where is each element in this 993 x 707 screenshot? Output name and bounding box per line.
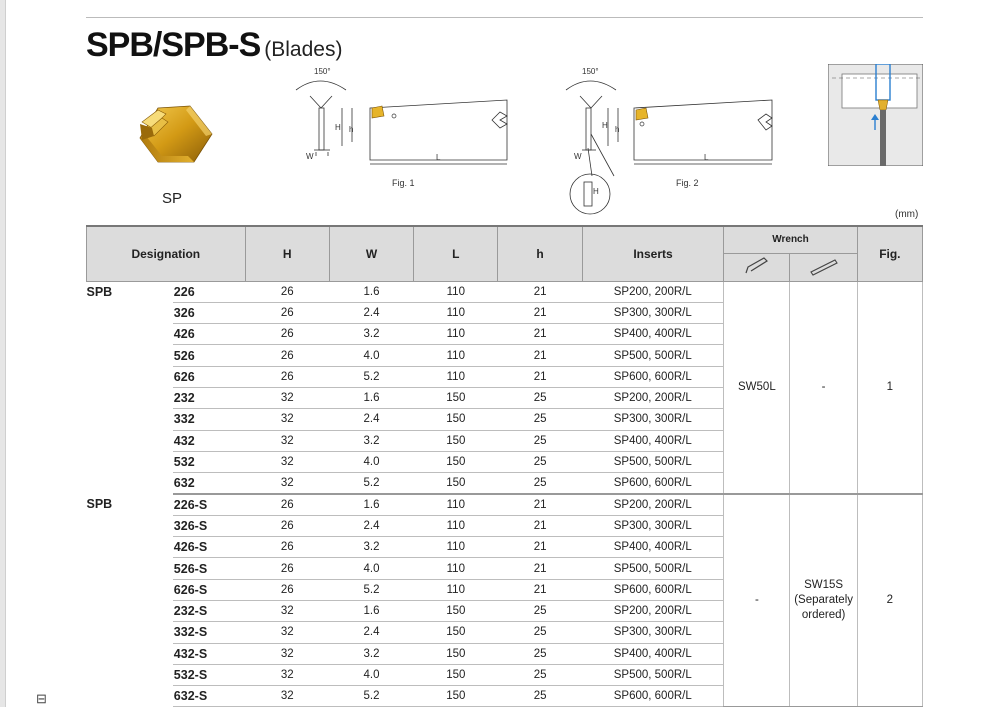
cell-inserts: SP600, 600R/L: [582, 473, 724, 494]
cell-H: 32: [245, 664, 329, 685]
window-left-edge: [0, 0, 6, 707]
wrench-usage-image: [828, 64, 923, 166]
cell-H: 32: [245, 473, 329, 494]
cell-W: 1.6: [329, 600, 413, 621]
straight-key-icon: [807, 255, 841, 277]
fig2-dim-W: W: [574, 152, 582, 161]
cell-inserts: SP500, 500R/L: [582, 345, 724, 366]
fig1-caption: Fig. 1: [392, 178, 415, 188]
group2-wrench-b-text: SW15S (Separately ordered): [794, 578, 853, 621]
cell-inserts: SP300, 300R/L: [582, 515, 724, 536]
cell-W: 2.4: [329, 409, 413, 430]
table-row-code: 626: [173, 366, 245, 387]
cell-L: 110: [414, 345, 498, 366]
cell-inserts: SP300, 300R/L: [582, 409, 724, 430]
cell-W: 2.4: [329, 622, 413, 643]
cell-h: 21: [498, 324, 582, 345]
cell-W: 1.6: [329, 281, 413, 302]
cell-h: 21: [498, 537, 582, 558]
cell-L: 110: [414, 515, 498, 536]
cell-L: 110: [414, 281, 498, 302]
cell-inserts: SP600, 600R/L: [582, 366, 724, 387]
group2-wrench-a: -: [724, 494, 790, 707]
cell-h: 21: [498, 302, 582, 323]
cell-inserts: SP200, 200R/L: [582, 387, 724, 408]
cell-L: 110: [414, 537, 498, 558]
cell-inserts: SP200, 200R/L: [582, 281, 724, 302]
cell-h: 21: [498, 366, 582, 387]
unit-note: (mm): [895, 209, 919, 220]
cell-H: 26: [245, 324, 329, 345]
cell-L: 150: [414, 409, 498, 430]
wrench-l-header: [724, 253, 790, 281]
cell-H: 26: [245, 302, 329, 323]
cell-W: 3.2: [329, 643, 413, 664]
cell-L: 150: [414, 600, 498, 621]
cell-inserts: SP400, 400R/L: [582, 643, 724, 664]
cell-inserts: SP300, 300R/L: [582, 622, 724, 643]
cell-H: 32: [245, 451, 329, 472]
cell-H: 26: [245, 366, 329, 387]
header-designation: Designation: [87, 226, 246, 281]
fig1-dim-H: H: [335, 123, 341, 132]
insert-image: [128, 100, 218, 172]
group1-fig: 1: [857, 281, 922, 494]
fig2-dim-L: L: [704, 153, 709, 162]
fig2-dim-H: H: [602, 121, 608, 130]
cell-h: 21: [498, 345, 582, 366]
cell-inserts: SP500, 500R/L: [582, 558, 724, 579]
page-title: [86, 26, 342, 65]
table-row-code: 626-S: [173, 579, 245, 600]
cell-h: 25: [498, 600, 582, 621]
cell-L: 150: [414, 643, 498, 664]
header-inserts: Inserts: [582, 226, 724, 281]
cell-L: 150: [414, 622, 498, 643]
cell-W: 2.4: [329, 302, 413, 323]
cell-L: 110: [414, 558, 498, 579]
corner-glyph: ⊟: [36, 691, 47, 706]
cell-inserts: SP400, 400R/L: [582, 537, 724, 558]
fig2-caption: Fig. 2: [676, 178, 699, 188]
cell-inserts: SP500, 500R/L: [582, 451, 724, 472]
fig2-dim-h: h: [615, 125, 620, 134]
cell-L: 150: [414, 451, 498, 472]
cell-W: 3.2: [329, 324, 413, 345]
fig1-angle: 150°: [314, 67, 331, 76]
cell-inserts: SP300, 300R/L: [582, 302, 724, 323]
cell-W: 5.2: [329, 686, 413, 707]
group1-wrench-a: SW50L: [724, 281, 790, 494]
header-H: H: [245, 226, 329, 281]
cell-W: 5.2: [329, 579, 413, 600]
table-row-code: 432-S: [173, 643, 245, 664]
cell-W: 3.2: [329, 430, 413, 451]
cell-W: 5.2: [329, 473, 413, 494]
table-row-code: 632: [173, 473, 245, 494]
title-main: SPB/SPB-S: [86, 26, 261, 64]
cell-L: 150: [414, 686, 498, 707]
cell-H: 32: [245, 409, 329, 430]
fig1-dim-L: L: [436, 153, 441, 162]
table-row-code: 526-S: [173, 558, 245, 579]
group2-wrench-b: [790, 494, 857, 707]
cell-H: 32: [245, 600, 329, 621]
table-row-code: 532-S: [173, 664, 245, 685]
cell-L: 150: [414, 473, 498, 494]
cell-W: 2.4: [329, 515, 413, 536]
cell-H: 26: [245, 558, 329, 579]
header-L: L: [414, 226, 498, 281]
cell-H: 32: [245, 430, 329, 451]
group1-wrench-b: -: [790, 281, 857, 494]
cell-inserts: SP600, 600R/L: [582, 686, 724, 707]
cell-W: 4.0: [329, 664, 413, 685]
table-row-code: 426: [173, 324, 245, 345]
cell-L: 150: [414, 664, 498, 685]
fig1-dim-W: W: [306, 152, 314, 161]
cell-W: 5.2: [329, 366, 413, 387]
cell-L: 150: [414, 430, 498, 451]
cell-h: 21: [498, 281, 582, 302]
table-row-code: 326-S: [173, 515, 245, 536]
table-row-code: 632-S: [173, 686, 245, 707]
cell-h: 21: [498, 558, 582, 579]
table-row-code: 332: [173, 409, 245, 430]
cell-H: 26: [245, 345, 329, 366]
cell-h: 25: [498, 622, 582, 643]
table-row-code: 226: [173, 281, 245, 302]
cell-h: 25: [498, 686, 582, 707]
cell-W: 4.0: [329, 345, 413, 366]
cell-h: 25: [498, 451, 582, 472]
header-W: W: [329, 226, 413, 281]
table-row-code: 526: [173, 345, 245, 366]
fig1-drawing: [292, 64, 522, 172]
cell-H: 26: [245, 537, 329, 558]
cell-W: 4.0: [329, 451, 413, 472]
group2-fig: 2: [857, 494, 922, 707]
cell-W: 1.6: [329, 494, 413, 515]
fig2-detail-H: H: [593, 187, 599, 196]
table-row-code: 232-S: [173, 600, 245, 621]
cell-L: 110: [414, 494, 498, 515]
cell-h: 25: [498, 664, 582, 685]
group2-series: SPB: [86, 496, 113, 511]
cell-inserts: SP400, 400R/L: [582, 430, 724, 451]
cell-H: 32: [245, 622, 329, 643]
group1-series: SPB: [86, 284, 113, 299]
cell-inserts: SP400, 400R/L: [582, 324, 724, 345]
cell-inserts: SP200, 200R/L: [582, 494, 724, 515]
fig2-drawing: [562, 64, 784, 216]
cell-L: 110: [414, 324, 498, 345]
cell-W: 3.2: [329, 537, 413, 558]
cell-h: 25: [498, 430, 582, 451]
cell-h: 25: [498, 643, 582, 664]
cell-h: 21: [498, 494, 582, 515]
header-h: h: [498, 226, 582, 281]
cell-H: 26: [245, 281, 329, 302]
title-sub: (Blades): [264, 38, 343, 61]
cell-L: 110: [414, 302, 498, 323]
cell-H: 26: [245, 494, 329, 515]
fig2-angle: 150°: [582, 67, 599, 76]
table-row-code: 426-S: [173, 537, 245, 558]
cell-W: 1.6: [329, 387, 413, 408]
wrench-s-header: [790, 253, 857, 281]
cell-inserts: SP500, 500R/L: [582, 664, 724, 685]
cell-L: 110: [414, 579, 498, 600]
cell-inserts: SP200, 200R/L: [582, 600, 724, 621]
hex-key-icon: [742, 255, 772, 277]
top-rule: [86, 17, 923, 18]
insert-label: SP: [161, 190, 182, 207]
cell-L: 110: [414, 366, 498, 387]
header-fig: Fig.: [857, 226, 922, 281]
table-row-code: 226-S: [173, 494, 245, 515]
table-row-code: 232: [173, 387, 245, 408]
header-wrench: Wrench: [724, 226, 857, 253]
cell-inserts: SP600, 600R/L: [582, 579, 724, 600]
cell-L: 150: [414, 387, 498, 408]
cell-H: 32: [245, 387, 329, 408]
cell-W: 4.0: [329, 558, 413, 579]
cell-H: 26: [245, 515, 329, 536]
table-row-code: 332-S: [173, 622, 245, 643]
table-row-code: 532: [173, 451, 245, 472]
fig1-dim-h: h: [349, 125, 354, 134]
cell-h: 21: [498, 515, 582, 536]
table-row-code: 432: [173, 430, 245, 451]
cell-h: 25: [498, 387, 582, 408]
spec-table: [86, 225, 923, 707]
cell-h: 25: [498, 409, 582, 430]
cell-H: 32: [245, 643, 329, 664]
table-row-code: 326: [173, 302, 245, 323]
cell-h: 25: [498, 473, 582, 494]
cell-H: 26: [245, 579, 329, 600]
cell-H: 32: [245, 686, 329, 707]
cell-h: 21: [498, 579, 582, 600]
